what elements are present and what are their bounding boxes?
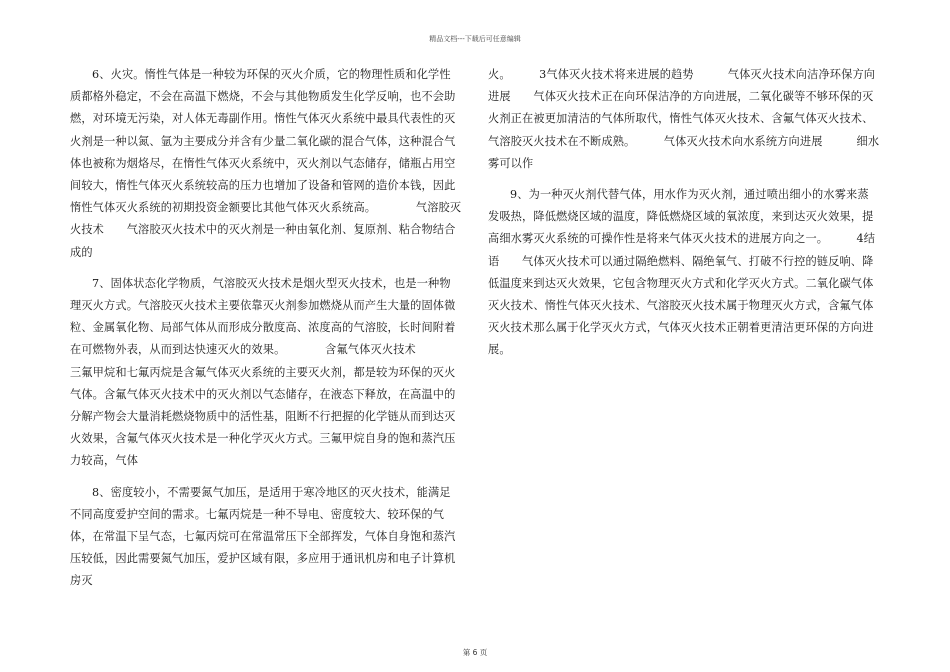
left-column [70, 64, 462, 602]
right-column [488, 64, 880, 371]
paragraph-6: 6、火灾。惰性气体是一种较为环保的灭火介质，它的物理性质和化学性质都格外稳定，不会在高温下燃烧，不会与其他物质发生化学反响，也不会助燃，对环境无污染，对人体无毒副作用。惰性气体灭火系统中最具代表性的灭火剂是一种以氮、氩为主要成分并含有少量二氧化碳的混合气体，这种混合气体也被称为烟烙尽，在惰性气体灭火系统中，灭火剂以气态储存，储瓶占用空间较大，惰性气体灭火系统较高的压力也增加了设备和管网的造价本钱，因此惰性气体灭火系统的初期投资金额要比其他气体灭火系统高。 气溶胶灭火技术 气溶胶灭火技术中的灭火剂是一种由氧化剂、复原剂、粘合物结合成的 [70, 68, 462, 259]
paragraph-7: 7、固体状态化学物质，气溶胶灭火技术是烟火型灭火技术，也是一种物理灭火方式。气溶胶灭火技术主要依靠灭火剂参加燃烧从而产生大量的固体微粒、金属氧化物、局部气体从而形成分散度高、浓度高的气溶胶，长时间附着在可燃物外表，从而到达快速灭火的效果。 含氟气体灭火技术 三氟甲烷和七氟丙烷是含氟气体灭火系统的主要灭火剂，都是较为环保的灭火气体。含氟气体灭火技术中的灭火剂以气态储存，在液态下释放，在高温中的分解产物会大量消耗燃烧物质中的活性基，阻断不行把握的化学链从而到达灭火效果，含氟气体灭火技术是一种化学灭火方式。三氟甲烷自身的饱和蒸汽压力较高，气体 [70, 276, 462, 468]
paragraph-9: 9、为一种灭火剂代替气体，用水作为灭火剂，通过喷出细小的水雾来蒸发吸热，降低燃烧区域的温度，降低燃烧区域的氧浓度，来到达灭火效果，提高细水雾灭火系统的可操作性是将来气体灭火技术的进展方向之一。 4结语 气体灭火技术可以通过隔绝燃料、隔绝氧气、打破不行控的链反响、降低温度来到达灭火效果，它包含物理灭火方式和化学灭火方式。二氧化碳气体灭火技术、惰性气体灭火技术、气溶胶灭火技术属于物理灭火方式，含氟气体灭火技术那么属于化学灭火方式，气体灭火技术正朝着更清洁更环保的方向进展。 [488, 188, 876, 357]
page-number: 第 6 页 [462, 648, 488, 657]
paragraph-8: 8、密度较小，不需要氮气加压，是适用于寒冷地区的灭火技术，能满足不同高度爱护空间的需求。七氟丙烷是一种不导电、密度较大、较环保的气体，在常温下呈气态，七氟丙烷可在常温常压下全部挥发，气体自身饱和蒸汽压较低，因此需要氮气加压，爱护区域有限，多应用于通讯机房和电子计算机房灭 [70, 485, 456, 588]
paragraph-continuation: 火。 3气体灭火技术将来进展的趋势 气体灭火技术向洁净环保方向进展 气体灭火技术正在向环保洁净的方向进展，二氧化碳等不够环保的灭火剂正在被更加清洁的气体所取代，惰性气体灭火技术、含氟气体灭火技术、气溶胶灭火技术在不断成熟。 气体灭火技术向水系统方向进展 细水雾可以作 [488, 68, 880, 170]
page-header: 精品文档---下载后可任意编辑 [429, 35, 521, 43]
